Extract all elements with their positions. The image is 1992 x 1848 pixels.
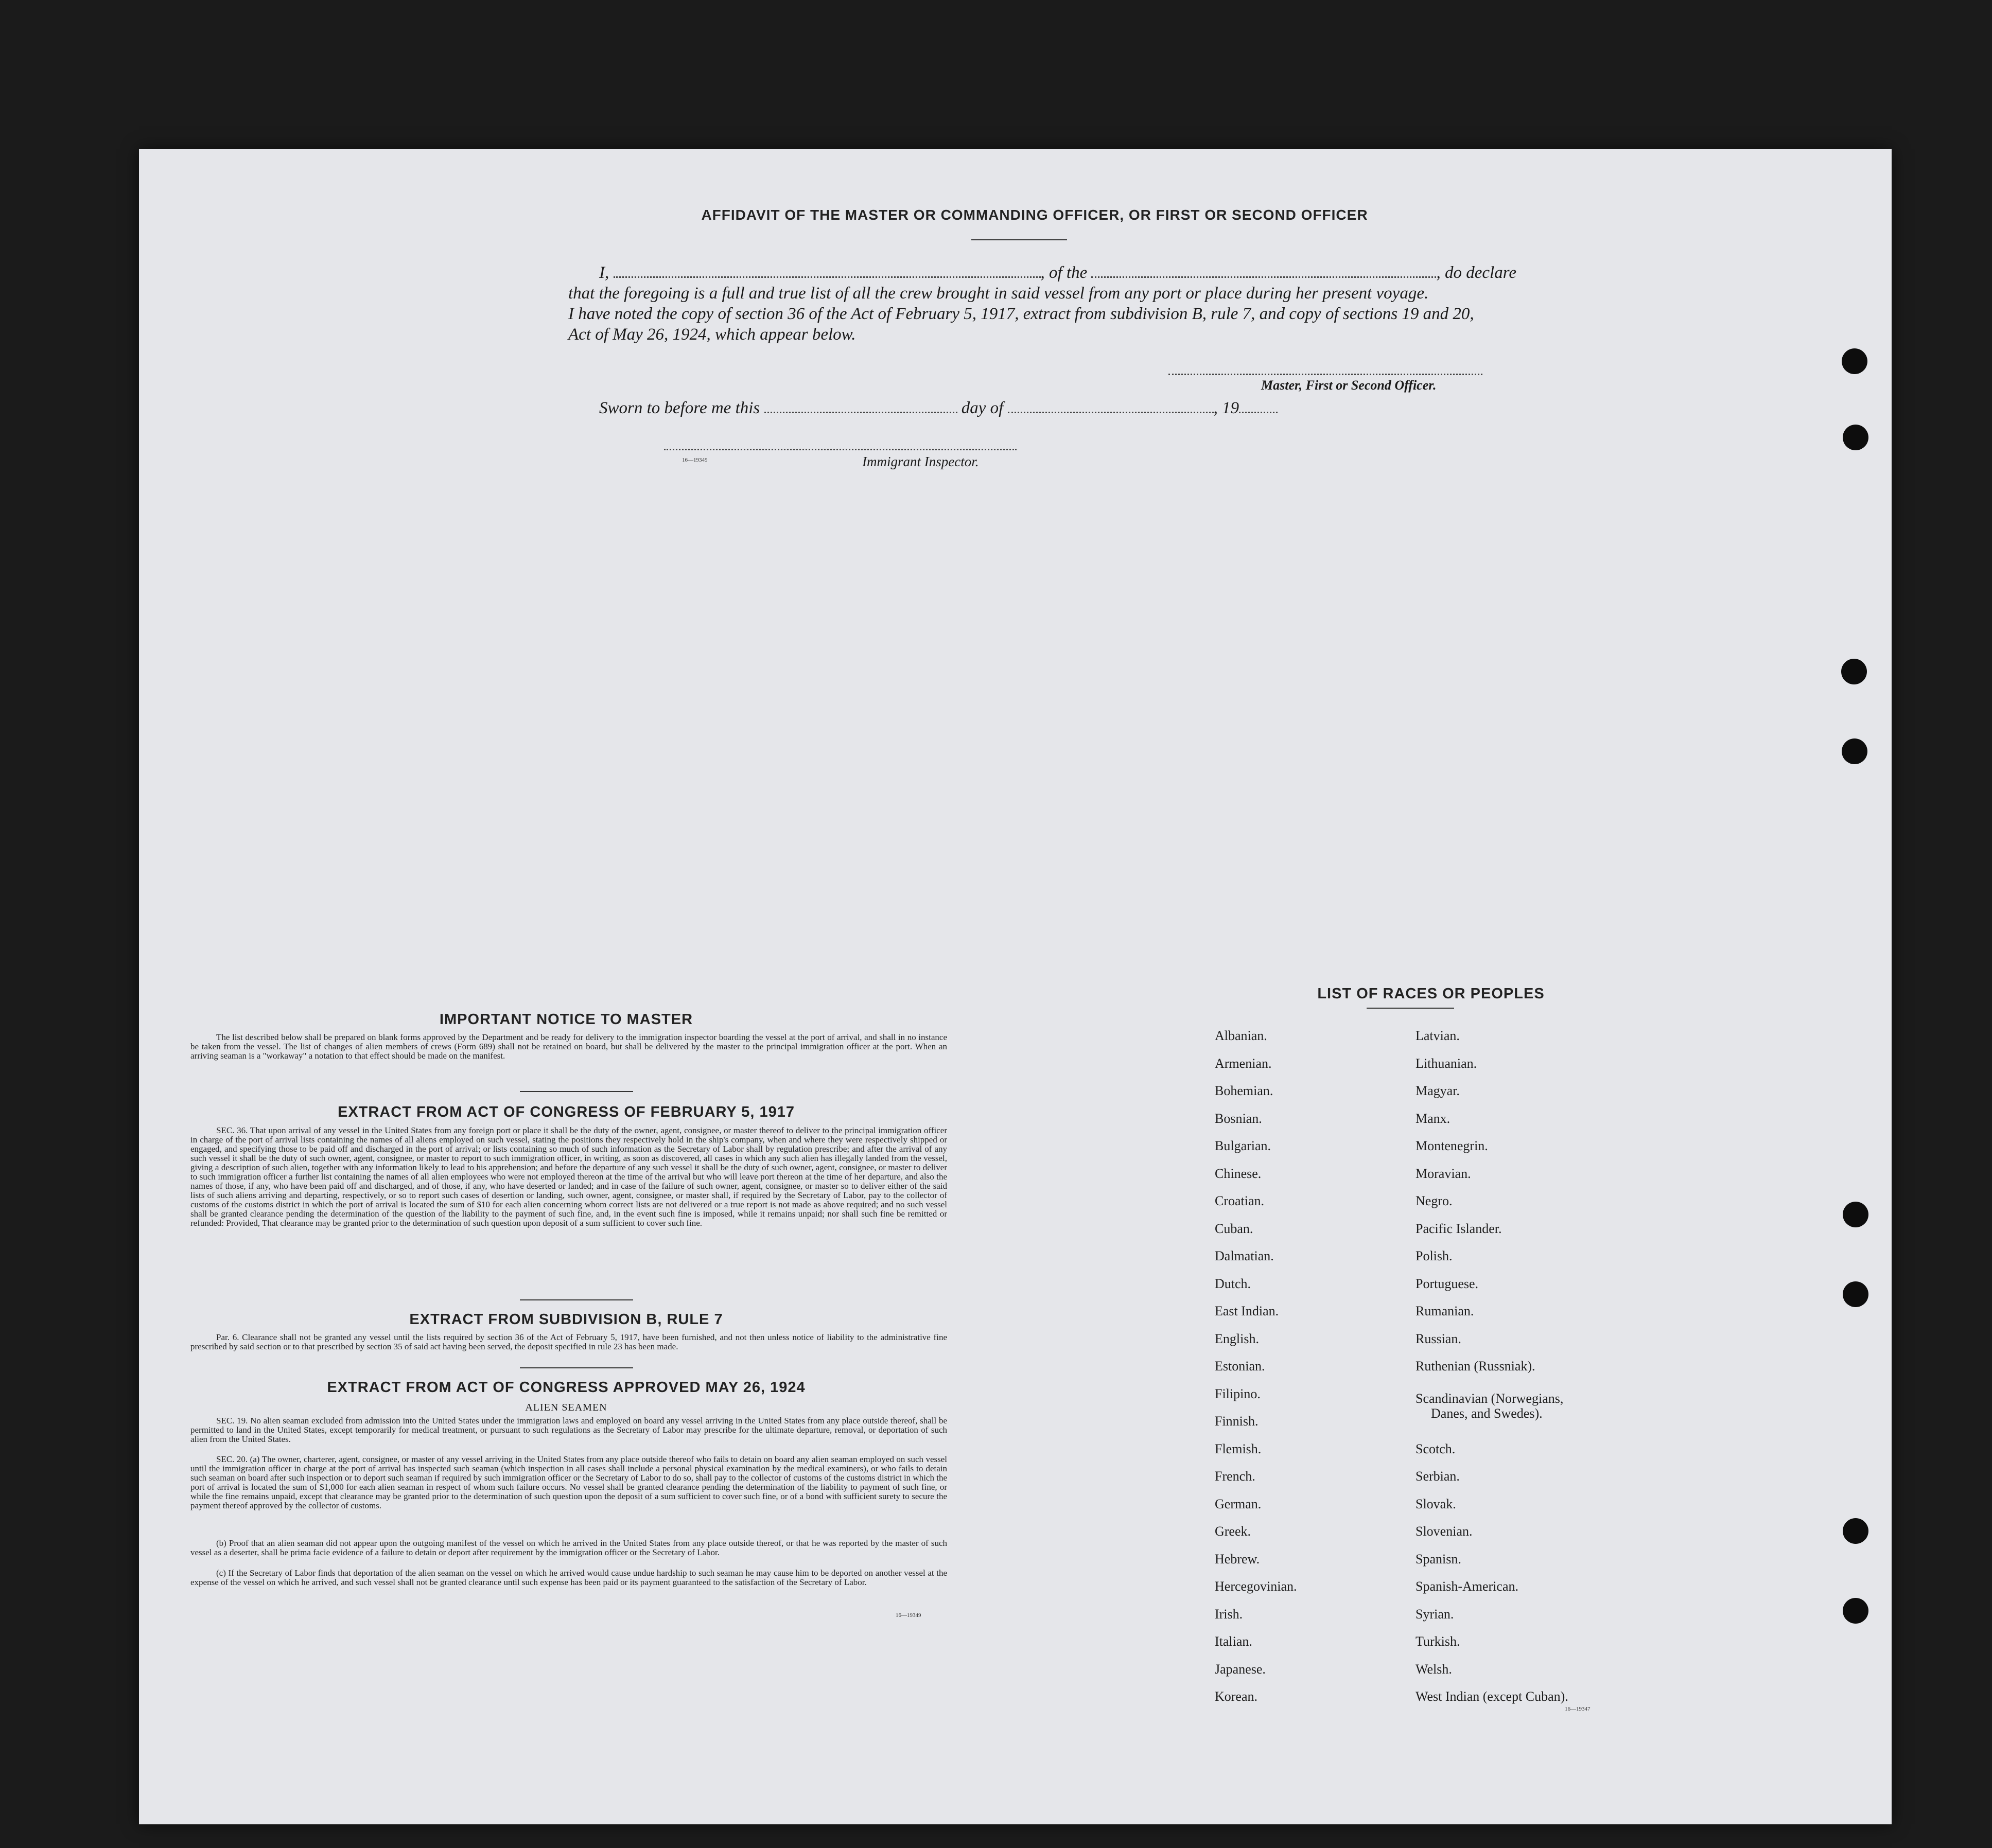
race-item: English. bbox=[1215, 1331, 1259, 1346]
race-item: Estonian. bbox=[1215, 1359, 1265, 1374]
race-item: Slovenian. bbox=[1416, 1524, 1473, 1539]
form-page bbox=[139, 149, 1892, 1824]
race-item: Bohemian. bbox=[1215, 1083, 1273, 1098]
sworn-line bbox=[568, 399, 1278, 418]
notice-title: IMPORTANT NOTICE TO MASTER bbox=[439, 1011, 693, 1028]
race-item: Montenegrin. bbox=[1416, 1138, 1488, 1153]
notice-divider bbox=[520, 1091, 633, 1092]
declaration-line-3: I have noted the copy of section 36 of the Act of February 5, 1917, extract from subdivision B, rule 7, and copy of sections 19 and 20, bbox=[568, 305, 1474, 323]
race-item: Ruthenian (Russniak). bbox=[1416, 1359, 1535, 1374]
race-item: Albanian. bbox=[1215, 1028, 1267, 1043]
sworn-day-field[interactable] bbox=[764, 404, 957, 413]
declaration-line-1 bbox=[568, 263, 1516, 283]
rule7-body: Par. 6. Clearance shall not be granted any vessel until the lists required by section 36 of the Act of February 5, 1917, have been furnished, and not then unless notice of liability to the administrative fine prescribed by said section or to that prescribed by section 35 of said act having been served, the deposit specified in rule 23 has been made. bbox=[190, 1332, 947, 1351]
race-item: Turkish. bbox=[1416, 1634, 1460, 1649]
race-item: Manx. bbox=[1416, 1111, 1451, 1126]
race-item: Danes, and Swedes). bbox=[1431, 1406, 1543, 1421]
binder-hole bbox=[1842, 348, 1867, 374]
extract-1924-title: EXTRACT FROM ACT OF CONGRESS APPROVED MAY 26, 1924 bbox=[327, 1379, 806, 1396]
race-item: Italian. bbox=[1215, 1634, 1252, 1649]
extract-1917-title: EXTRACT FROM ACT OF CONGRESS OF FEBRUARY 5, 1917 bbox=[337, 1104, 795, 1120]
title-divider bbox=[971, 239, 1067, 240]
sworn-start: Sworn to before me this bbox=[599, 399, 760, 417]
sworn-year-field[interactable] bbox=[1239, 404, 1278, 413]
race-item: Flemish. bbox=[1215, 1441, 1262, 1456]
binder-hole bbox=[1843, 1598, 1868, 1624]
race-item: Chinese. bbox=[1215, 1166, 1262, 1181]
rule7-divider bbox=[520, 1367, 633, 1368]
binder-hole bbox=[1841, 659, 1867, 684]
race-item: Polish. bbox=[1416, 1248, 1453, 1263]
declaration-start: I, bbox=[599, 263, 609, 282]
race-item: Magyar. bbox=[1416, 1083, 1460, 1098]
binder-hole bbox=[1843, 1202, 1868, 1227]
rule7-title: EXTRACT FROM SUBDIVISION B, RULE 7 bbox=[409, 1311, 723, 1328]
sec20a-body: SEC. 20. (a) The owner, charterer, agent, consignee, or master of any vessel arriving in the United States from any place outside thereof who fails to detain on board any alien seaman employed on such vessel until the immigration officer in charge at the port of arrival has inspected such seaman (which inspection in all cases shall include a personal physical examination by the medical examiners), or who fails to detain such seaman on board after such inspection or to deport such seaman if required by such immigration officer or the Secretary of Labor to do so, shall pay to the collector of customs of the customs district in which the port of arrival is located the sum of $1,000 for each alien seaman in respect of whom such failure occurs. No vessel shall be granted clearance pending the determination of the liability to payment of such fine, or while the fine remains unpaid, except that clearance may be granted prior to the determination of such question upon the deposit of a sum sufficient to cover such fine, or of a bond with sufficient surety to secure the payment thereof approved by the collector of customs. bbox=[190, 1454, 947, 1510]
race-item: Lithuanian. bbox=[1416, 1056, 1477, 1071]
race-item: Dalmatian. bbox=[1215, 1248, 1274, 1263]
race-item: Armenian. bbox=[1215, 1056, 1272, 1071]
master-signature-field[interactable] bbox=[1168, 366, 1482, 375]
race-item: Russian. bbox=[1416, 1331, 1461, 1346]
sworn-year-prefix: , 19 bbox=[1213, 399, 1239, 417]
race-item: Welsh. bbox=[1416, 1662, 1452, 1677]
officer-name-field[interactable] bbox=[614, 269, 1041, 278]
race-item: Bulgarian. bbox=[1215, 1138, 1271, 1153]
race-item: Japanese. bbox=[1215, 1662, 1266, 1677]
race-item: Spanish-American. bbox=[1416, 1579, 1519, 1594]
race-item: Scandinavian (Norwegians, bbox=[1416, 1391, 1564, 1406]
declaration-of-the: , of the bbox=[1040, 263, 1088, 282]
race-item: Croatian. bbox=[1215, 1193, 1265, 1208]
declaration-end: , do declare bbox=[1436, 263, 1516, 282]
binder-hole bbox=[1843, 425, 1868, 450]
race-item: West Indian (except Cuban). bbox=[1416, 1689, 1568, 1704]
affidavit-form-number: 16—19349 bbox=[682, 457, 708, 463]
race-item: Negro. bbox=[1416, 1193, 1453, 1208]
sworn-day-of: day of bbox=[961, 399, 1004, 417]
race-item: Latvian. bbox=[1416, 1028, 1460, 1043]
sec20c-body: (c) If the Secretary of Labor finds that deportation of the alien seaman on the vessel on which he arrived would cause undue hardship to such seaman he may cause him to be deported on another vessel at the expense of the vessel on which he arrived, and such vessel shall not be granted clearance until such expense has been paid or its payment guaranteed to the satisfaction of the Secretary of Labor. bbox=[190, 1568, 947, 1587]
sec19-body: SEC. 19. No alien seaman excluded from admission into the United States under the immigration laws and employed on board any vessel arriving in the United States from any place outside thereof, shall be permitted to land in the United States, except temporarily for medical treatment, or pursuant to such regulations as the Secretary of Labor may prescribe for the ultimate departure, removal, or deportation of such alien from the United States. bbox=[190, 1416, 947, 1444]
race-item: French. bbox=[1215, 1469, 1255, 1484]
vessel-name-field[interactable] bbox=[1091, 269, 1436, 278]
race-item: Hebrew. bbox=[1215, 1552, 1260, 1567]
races-divider bbox=[1367, 1008, 1454, 1009]
race-item: German. bbox=[1215, 1497, 1262, 1511]
extract-form-number: 16—19349 bbox=[896, 1612, 921, 1618]
race-item: Syrian. bbox=[1416, 1607, 1454, 1622]
race-item: Portuguese. bbox=[1416, 1276, 1479, 1291]
race-item: Finnish. bbox=[1215, 1414, 1259, 1429]
race-item: Spanisn. bbox=[1416, 1552, 1461, 1567]
sec20b-body: (b) Proof that an alien seaman did not appear upon the outgoing manifest of the vessel on which he arrived in the United States from any place outside thereof, or that he was reported by the master of such vessel as a deserter, shall be prima facie evidence of a failure to detain or deport after requirement by the immigration officer or the Secretary of Labor. bbox=[190, 1538, 947, 1557]
race-item: Pacific Islander. bbox=[1416, 1221, 1502, 1236]
race-item: East Indian. bbox=[1215, 1304, 1279, 1318]
binder-hole bbox=[1843, 1518, 1868, 1544]
extract-1917-body: SEC. 36. That upon arrival of any vessel in the United States from any foreign port or place it shall be the duty of the owner, agent, consignee, or master thereof to deliver to the principal immigration officer in charge of the port of arrival lists containing the names of all aliens employed on such vessel, stating the positions they respectively hold in the ship's company, when and where they were respectively shipped or engaged, and specifying those to be paid off and discharged in the port of arrival; or lists containing so much of such information as the Secretary of Labor shall by regulation prescribe; and after the arrival of any such vessel it shall be the duty of such owner, agent, consignee, or master to report to such immigration officer, in writing, as soon as discovered, all cases in which any such alien has illegally landed from the vessel, giving a description of such alien, together with any information likely to lead to his apprehension; and before the departure of any such vessel it shall be the duty of such owner, agent, consignee, or master to deliver to such immigration officer a further list containing the names of all alien employees who were not employed thereon at the time of the arrival but who will leave port thereon at the time of her departure, and also the names of those, if any, who have been paid off and discharged, and of those, if any, who have deserted or landed; and in case of the failure of such owner, agent, consignee, or master so to deliver either of the said lists of such aliens arriving and departing, respectively, or so to report such cases of desertion or landing, such owner, agent, consignee, or master shall, if required by the Secretary of Labor, pay to the collector of customs of the customs district in which the port of arrival is located the sum of $10 for each alien concerning whom correct lists are not delivered or a true report is not made as above required; and no such vessel shall be granted clearance pending the determination of the question of the liability to the payment of such fine, and, in the event such fine is imposed, while it remains unpaid; nor shall such fine be remitted or refunded: Provided, That clearance may be granted prior to the determination of such question upon deposit of a sum sufficient to cover such fine. bbox=[190, 1125, 947, 1228]
race-item: Filipino. bbox=[1215, 1386, 1261, 1401]
race-item: Serbian. bbox=[1416, 1469, 1460, 1484]
races-title: LIST OF RACES OR PEOPLES bbox=[1317, 985, 1545, 1002]
master-signature-label: Master, First or Second Officer. bbox=[1261, 378, 1437, 393]
race-item: Slovak. bbox=[1416, 1497, 1456, 1511]
affidavit-title: AFFIDAVIT OF THE MASTER OR COMMANDING OFFICER, OR FIRST OR SECOND OFFICER bbox=[701, 207, 1368, 223]
race-item: Rumanian. bbox=[1416, 1304, 1474, 1318]
inspector-signature-field[interactable] bbox=[664, 442, 1017, 450]
alien-seamen-subtitle: ALIEN SEAMEN bbox=[525, 1402, 607, 1413]
race-item: Dutch. bbox=[1215, 1276, 1251, 1291]
binder-hole bbox=[1843, 1281, 1868, 1307]
race-item: Scotch. bbox=[1416, 1441, 1456, 1456]
extract-1917-divider bbox=[520, 1299, 633, 1300]
declaration-line-4: Act of May 26, 1924, which appear below. bbox=[568, 325, 856, 344]
race-item: Greek. bbox=[1215, 1524, 1251, 1539]
race-item: Moravian. bbox=[1416, 1166, 1471, 1181]
binder-hole bbox=[1842, 738, 1867, 764]
races-form-number: 16—19347 bbox=[1565, 1706, 1591, 1712]
race-item: Irish. bbox=[1215, 1607, 1243, 1622]
inspector-label: Immigrant Inspector. bbox=[862, 454, 979, 469]
sworn-month-field[interactable] bbox=[1008, 404, 1214, 413]
race-item: Cuban. bbox=[1215, 1221, 1253, 1236]
race-item: Hercegovinian. bbox=[1215, 1579, 1297, 1594]
race-item: Korean. bbox=[1215, 1689, 1258, 1704]
declaration-line-2: that the foregoing is a full and true list of all the crew brought in said vessel from any port or place during her present voyage. bbox=[568, 284, 1429, 303]
notice-body: The list described below shall be prepared on blank forms approved by the Department and be ready for delivery to the immigration inspector boarding the vessel at the port of arrival, and shall in no instance be taken from the vessel. The list of changes of alien members of crews (Form 689) shall not be retained on board, but shall be delivered by the master to the principal immigration officer at the port. When an arriving seaman is a "workaway" a notation to that effect should be made on the manifest. bbox=[190, 1032, 947, 1061]
race-item: Bosnian. bbox=[1215, 1111, 1262, 1126]
